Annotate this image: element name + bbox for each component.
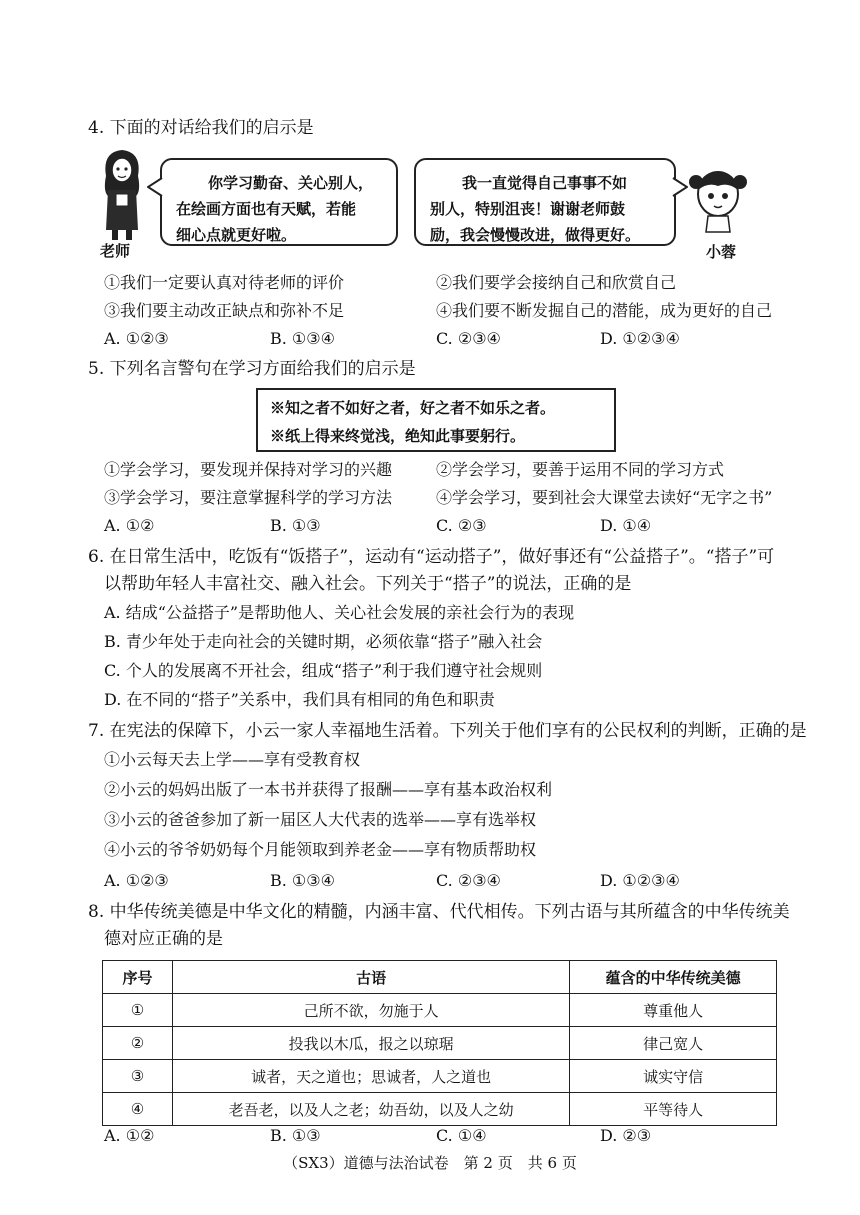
student-speech-bubble: [414, 158, 676, 246]
question-6-stem: 6. 在日常生活中，吃饭有“饭搭子”，运动有“运动搭子”，做好事还有“公益搭子”。“搭子”可: [88, 547, 775, 567]
quote-line: ※知之者不如好之者，好之者不如乐之者。: [270, 399, 556, 417]
table-cell: 律己宽人: [570, 1027, 777, 1060]
q8-option-d: D. ②③: [600, 1126, 652, 1145]
q5-option-d: D. ①④: [600, 516, 652, 535]
teacher-speech-line: 你学习勤奋、关心别人，: [208, 174, 374, 192]
table-cell: 诚实守信: [570, 1060, 777, 1093]
question-8-stem: 德对应正确的是: [104, 929, 223, 949]
student-label: 小蓉: [706, 243, 737, 261]
page-footer: （SX3）道德与法治试卷 第 2 页 共 6 页: [283, 1154, 577, 1172]
table-cell: 尊重他人: [570, 994, 777, 1027]
table-cell: 平等待人: [570, 1093, 777, 1126]
q7-option-d: D. ①②③④: [600, 871, 680, 890]
quote-box: [256, 388, 616, 452]
q7-option-c: C. ②③④: [436, 871, 501, 890]
quote-line: ※纸上得来终觉浅，绝知此事要躬行。: [270, 427, 526, 445]
student-speech-line: 励，我会慢慢改进，做得更好。: [430, 226, 641, 244]
q7-statement: ③小云的爸爸参加了新一届区人大代表的选举——享有选举权: [104, 810, 537, 829]
q4-statement: ④我们要不断发掘自己的潜能，成为更好的自己: [436, 301, 773, 320]
q5-statement: ①学会学习，要发现并保持对学习的兴趣: [104, 460, 393, 479]
q7-option-a: A. ①②③: [104, 871, 169, 890]
teacher-label: 老师: [100, 242, 131, 260]
q4-statement: ①我们一定要认真对待老师的评价: [104, 273, 345, 292]
table-cell: 老吾老，以及人之老；幼吾幼，以及人之幼: [172, 1093, 569, 1126]
table-header-row: [103, 961, 777, 994]
q4-option-c: C. ②③④: [436, 329, 501, 348]
table-header: 蕴含的中华传统美德: [570, 961, 777, 994]
q4-option-d: D. ①②③④: [600, 329, 680, 348]
q5-statement: ③学会学习，要注意掌握科学的学习方法: [104, 488, 393, 507]
q7-statement: ④小云的爷爷奶奶每个月能领取到养老金——享有物质帮助权: [104, 840, 537, 859]
q5-option-b: B. ①③: [270, 516, 321, 535]
teacher-speech-line: 细心点就更好啦。: [176, 226, 297, 244]
table-cell: ①: [103, 994, 173, 1027]
table-row: [103, 1060, 777, 1093]
q4-statement: ②我们要学会接纳自己和欣赏自己: [436, 273, 677, 292]
table-cell: ④: [103, 1093, 173, 1126]
student-speech-line: 别人，特别沮丧！谢谢老师鼓: [430, 200, 626, 218]
q7-statement: ②小云的妈妈出版了一本书并获得了报酬——享有基本政治权利: [104, 780, 553, 799]
teacher-figure-icon: [92, 146, 152, 242]
q4-option-b: B. ①③④: [270, 329, 335, 348]
q8-option-c: C. ①④: [436, 1126, 487, 1145]
table-header: 古语: [172, 961, 569, 994]
q5-option-c: C. ②③: [436, 516, 487, 535]
table-cell: 己所不欲，勿施于人: [172, 994, 569, 1027]
table-row: [103, 1093, 777, 1126]
question-7-stem: 7. 在宪法的保障下，小云一家人幸福地生活着。下列关于他们享有的公民权利的判断，正确的是: [88, 721, 807, 741]
table-header: 序号: [103, 961, 173, 994]
table-row: [103, 994, 777, 1027]
q7-option-b: B. ①③④: [270, 871, 335, 890]
question-6-stem: 以帮助年轻人丰富社交、融入社会。下列关于“搭子”的说法，正确的是: [104, 574, 632, 594]
q5-option-a: A. ①②: [104, 516, 155, 535]
table-cell: ③: [103, 1060, 173, 1093]
student-speech-line: 我一直觉得自己事事不如: [462, 174, 628, 192]
teacher-speech-bubble: [160, 158, 398, 246]
q6-option-b: B. 青少年处于走向社会的关键时期，必须依靠“搭子”融入社会: [104, 632, 543, 651]
q8-option-b: B. ①③: [270, 1126, 321, 1145]
q4-statement: ③我们要主动改正缺点和弥补不足: [104, 301, 345, 320]
table-cell: ②: [103, 1027, 173, 1060]
bubble-tail-icon: [147, 176, 163, 198]
q6-option-a: A. 结成“公益搭子”是帮助他人、关心社会发展的亲社会行为的表现: [104, 603, 575, 622]
table-row: [103, 1027, 777, 1060]
question-4-stem: 4. 下面的对话给我们的启示是: [88, 118, 314, 138]
q6-option-d: D. 在不同的“搭子”关系中，我们具有相同的角色和职责: [104, 690, 495, 709]
q7-statement: ①小云每天去上学——享有受教育权: [104, 750, 361, 769]
table-cell: 投我以木瓜，报之以琼琚: [172, 1027, 569, 1060]
q8-option-a: A. ①②: [104, 1126, 155, 1145]
q4-option-a: A. ①②③: [104, 329, 169, 348]
student-figure-icon: [686, 164, 750, 234]
q5-statement: ②学会学习，要善于运用不同的学习方式: [436, 460, 725, 479]
teacher-speech-line: 在绘画方面也有天赋，若能: [176, 200, 357, 218]
virtues-table: [102, 960, 777, 1126]
question-5-stem: 5. 下列名言警句在学习方面给我们的启示是: [88, 359, 416, 379]
question-8-stem: 8. 中华传统美德是中华文化的精髓，内涵丰富、代代相传。下列古语与其所蕴含的中华传统美: [88, 902, 790, 922]
table-cell: 诚者，天之道也；思诚者，人之道也: [172, 1060, 569, 1093]
q5-statement: ④学会学习，要到社会大课堂去读好“无字之书”: [436, 488, 773, 507]
q6-option-c: C. 个人的发展离不开社会，组成“搭子”利于我们遵守社会规则: [104, 661, 543, 680]
